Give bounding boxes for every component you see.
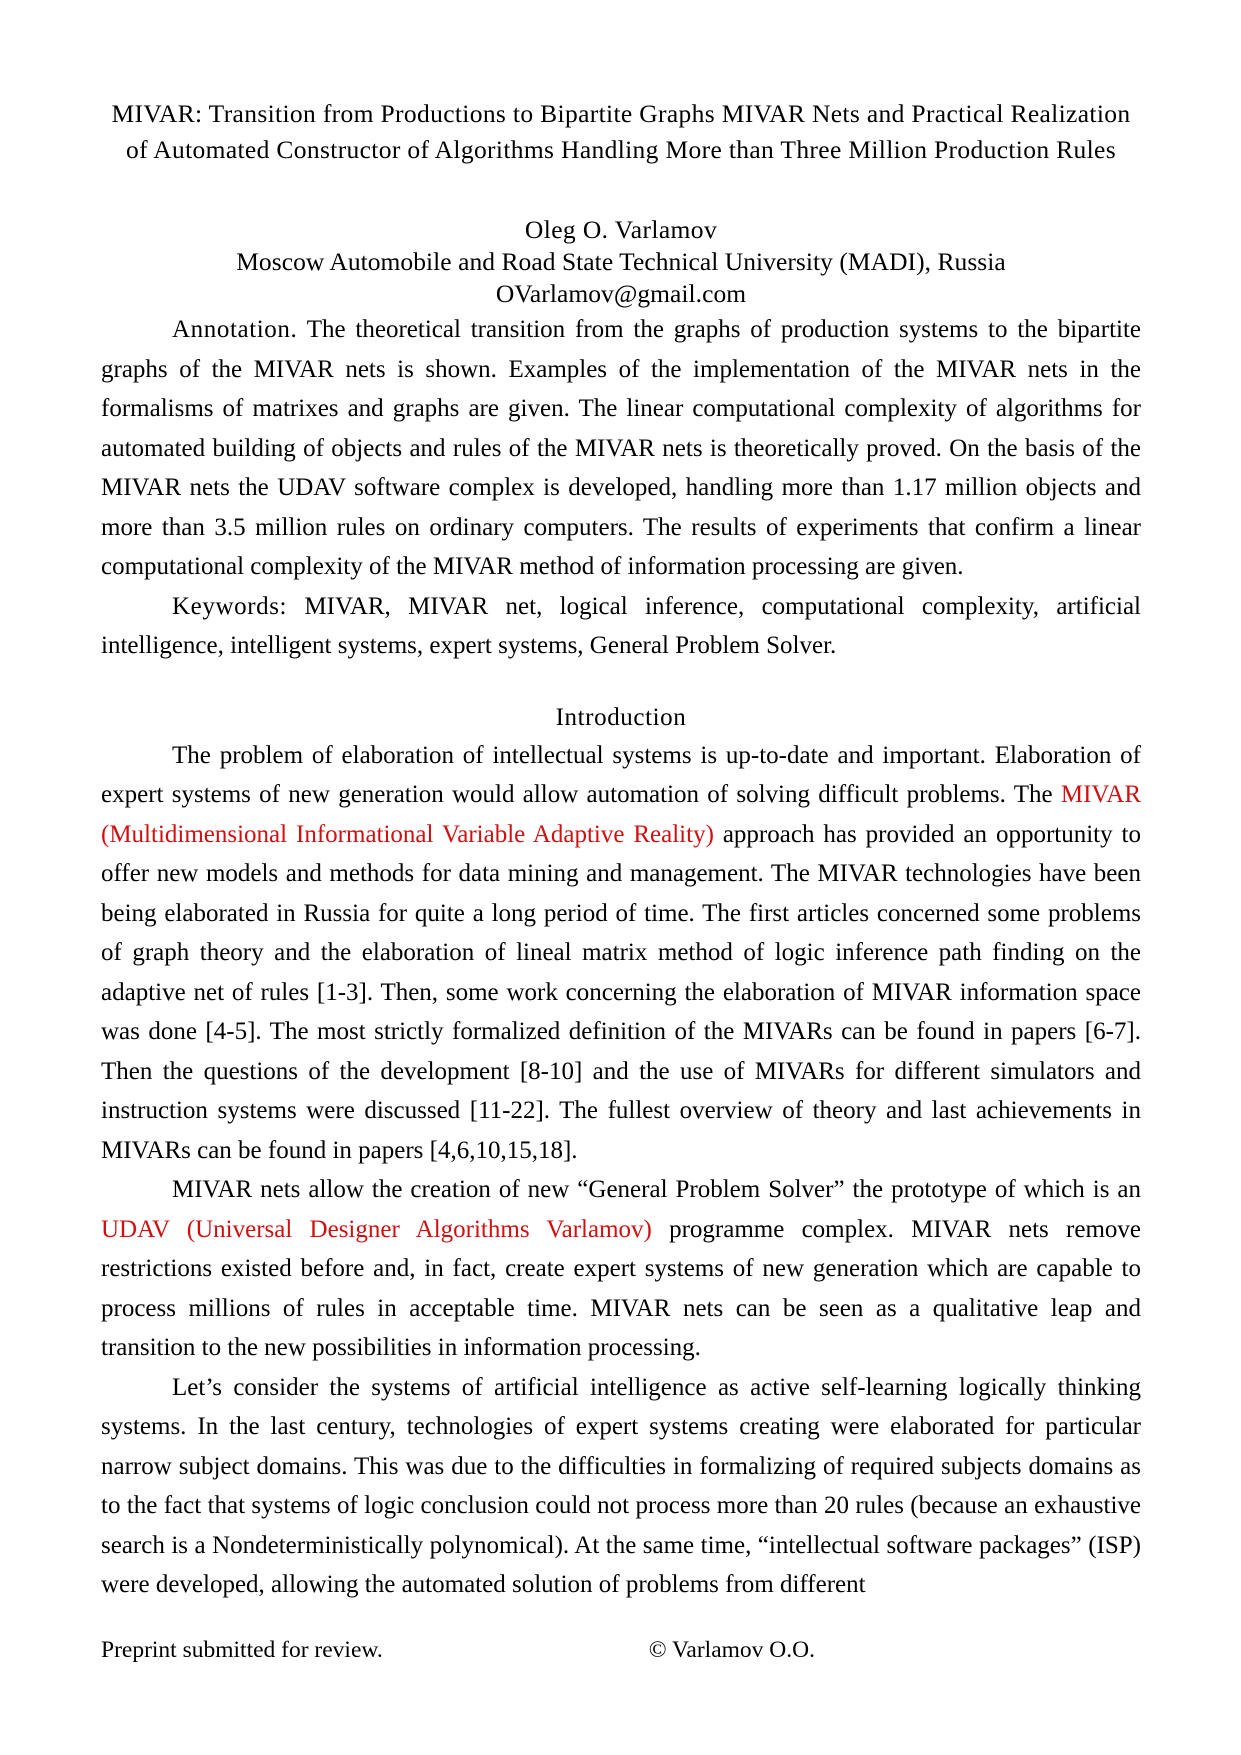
footer-preprint-note: Preprint submitted for review. xyxy=(101,1637,383,1663)
highlighted-term: MIVAR (Multidimensional Informational Variable Adaptive Reality) xyxy=(101,781,1141,848)
section-heading-introduction: Introduction xyxy=(555,703,687,731)
body-text-run: approach has provided an opportunity to offer new models and methods for data mining and management. The MIVAR technologies have been being elaborated in Russia for quite a long period of time. The first articles concerned some problems of graph theory and the elaboration of lineal matrix method of logic inference path finding on the adaptive net of rules [1-3]. Then, some work concerning the elaboration of MIVAR information space was done [4-5]. The most strictly formalized definition of the MIVARs can be found in papers [6-7]. Then the questions of the development [8-10] and the use of MIVARs for different simulators and instruction systems were discussed [11-22]. The fullest overview of theory and last achievements in MIVARs can be found in papers [4,6,10,15,18]. xyxy=(101,820,1141,1164)
page-title: MIVAR: Transition from Productions to Bipartite Graphs MIVAR Nets and Practical Realization of Automated Constructor of Algorithms Handling More than Three Million Production Rules xyxy=(111,99,1131,164)
body-text-run: programme complex. MIVAR nets remove restrictions existed before and, in fact, create expert systems of new generation which are capable to process millions of rules in acceptable time. MIVAR nets can be seen as a qualitative leap and transition to the new possibilities in information processing. xyxy=(101,1215,1141,1361)
body-text-run: Let’s consider the systems of artificial intelligence as active self-learning logically thinking systems. In the last century, technologies of expert systems creating were elaborated for particular narrow subject domains. This was due to the difficulties in formalizing of required subjects domains as to the fact that systems of logic conclusion could not process more than 20 rules (because an exhaustive search is a Nondeterministically polynomical). At the same time, “intellectual software packages” (ISP) were developed, allowing the automated solution of problems from different xyxy=(101,1373,1141,1598)
author-name: Oleg O. Varlamov xyxy=(524,215,718,244)
body-text-run: The problem of elaboration of intellectual systems is up-to-date and important. Elaboration of expert systems of new generation would allow automation of solving difficult problems. The xyxy=(101,741,1141,808)
author-email: OVarlamov@gmail.com xyxy=(495,279,747,308)
highlighted-term: UDAV (Universal Designer Algorithms Varlamov) xyxy=(101,1215,652,1243)
paragraph-intro-1 xyxy=(101,736,1141,1171)
footer-copyright: © Varlamov O.O. xyxy=(648,1637,815,1663)
annotation-paragraph xyxy=(101,310,1141,587)
body-text-run: MIVAR nets allow the creation of new “General Problem Solver” the prototype of which is an xyxy=(172,1176,1141,1203)
keywords-paragraph xyxy=(101,587,1141,666)
author-affiliation: Moscow Automobile and Road State Technical University (MADI), Russia xyxy=(236,247,1006,276)
annotation-body: The theoretical transition from the graphs of production systems to the bipartite graphs of the MIVAR nets is shown. Examples of the implementation of the MIVAR nets in the formalisms of matrixes and graphs are given. The linear computational complexity of algorithms for automated building of objects and rules of the MIVAR nets is theoretically proved. On the basis of the MIVAR nets the UDAV software complex is developed, handling more than 1.17 million objects and more than 3.5 million rules on ordinary computers. The results of experiments that confirm a linear computational complexity of the MIVAR method of information processing are given. xyxy=(101,316,1141,580)
keywords-body: MIVAR, MIVAR net, logical inference, computational complexity, artificial intelligence, intelligent systems, expert systems, General Problem Solver. xyxy=(101,592,1141,659)
paragraph-intro-3 xyxy=(101,1368,1141,1605)
keywords-label: Keywords: xyxy=(172,592,288,620)
annotation-label: Annotation. xyxy=(172,316,298,343)
page-footer xyxy=(101,1635,1141,1665)
author-block xyxy=(101,214,1141,310)
paragraph-intro-2 xyxy=(101,1170,1141,1368)
page-content xyxy=(101,96,1141,1605)
